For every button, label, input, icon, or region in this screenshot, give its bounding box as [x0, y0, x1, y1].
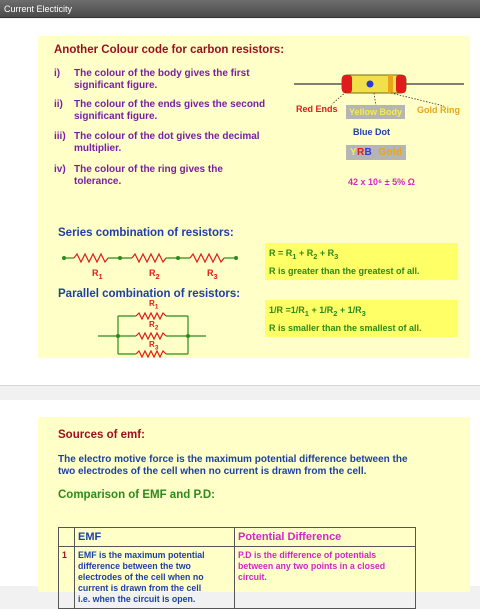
resistance-value: 42 x 10⁶ ± 5% Ω: [348, 177, 415, 187]
parallel-resistor-2: [136, 333, 166, 339]
parallel-circuit-diagram: [98, 304, 208, 360]
resistor-blue-dot: [367, 81, 374, 88]
series-note: R is greater than the greatest of all.: [269, 265, 420, 276]
code-gold: Gold: [378, 147, 403, 158]
parallel-resistor-1: [136, 313, 166, 319]
parallel-label-r3: $R_3$: [149, 340, 159, 352]
series-resistor-3: [190, 254, 224, 262]
list-item-text: significant figure.: [74, 111, 158, 122]
app-title: Current Electicity: [4, 4, 73, 14]
parallel-formula-box: [265, 300, 458, 337]
table-cell-number: 1: [59, 547, 75, 609]
colour-code-box: [346, 145, 406, 160]
table-header-pd: Potential Difference: [235, 528, 416, 547]
series-resistor-2: [132, 254, 166, 262]
table-cell-pd: P.D is the difference of potentials between any two points in a closed circuit.: [235, 547, 416, 609]
list-item-text: The colour of the ring gives the: [74, 164, 223, 175]
series-label-r3: $R_3$: [207, 268, 218, 281]
table-header-row: [59, 528, 416, 547]
resistor-red-end-right: [396, 75, 406, 93]
list-item: [54, 131, 294, 155]
parallel-note: R is smaller than the smallest of all.: [269, 322, 422, 333]
series-node: [176, 256, 180, 260]
colour-code-heading: Another Colour code for carbon resistors:: [54, 44, 285, 56]
series-terminal-left: [62, 256, 66, 260]
list-item-number: iv): [54, 164, 66, 175]
slide-1-panel: [38, 36, 470, 358]
resistor-gold-ring: [388, 75, 393, 93]
list-item-text: The colour of the dot gives the decimal: [74, 131, 260, 142]
table-cell-emf: EMF is the maximum potential difference between the two electrodes of the cell when no current is drawn from the cell i.e. when the circuit is open.: [75, 547, 235, 609]
parallel-resistor-3: [136, 351, 166, 357]
list-item-text: The colour of the body gives the first: [74, 68, 250, 79]
red-ends-label: Red Ends: [296, 104, 338, 114]
list-item-text: multiplier.: [74, 143, 122, 154]
gold-ring-label: Gold Ring: [417, 105, 460, 115]
list-item-number: ii): [54, 99, 63, 110]
list-item-text: tolerance.: [74, 176, 122, 187]
series-resistor-1: [74, 254, 108, 262]
slide-2: [0, 400, 480, 604]
parallel-label-r2: $R_2$: [149, 320, 159, 332]
list-item: [54, 164, 294, 188]
series-terminal-right: [234, 256, 238, 260]
series-circuit-diagram: [60, 250, 242, 266]
series-heading: Series combination of resistors:: [58, 227, 234, 239]
emf-definition-line: The electro motive force is the maximum potential difference between the: [58, 454, 408, 465]
table-header-emf: EMF: [75, 528, 235, 547]
yellow-body-label: Yellow Body: [346, 105, 405, 119]
series-node: [118, 256, 122, 260]
list-item-text: significant figure.: [74, 80, 158, 91]
series-label-r2: $R_2$: [149, 268, 160, 281]
table-row: [59, 547, 416, 609]
list-item: [54, 99, 294, 123]
title-bar: [0, 0, 480, 18]
series-formula-box: [265, 243, 458, 280]
table-header-cell: [59, 528, 75, 547]
resistor-red-end-left: [342, 75, 352, 93]
list-item-number: iii): [54, 131, 66, 142]
list-item-number: i): [54, 68, 61, 79]
callout-line-ends: [332, 92, 346, 104]
sources-of-emf-heading: Sources of emf:: [58, 429, 145, 441]
slide-2-panel: [38, 417, 470, 604]
list-item: [54, 68, 294, 92]
code-r: R: [356, 147, 365, 158]
code-b: B: [364, 147, 373, 158]
parallel-formula: $1/R =1/R_1 + 1/R_2 + 1/R_3$: [269, 305, 366, 318]
emf-definition: [58, 454, 468, 478]
parallel-label-r1: $R_1$: [149, 299, 159, 311]
list-item-text: The colour of the ends gives the second: [74, 99, 266, 110]
series-label-r1: $R_1$: [92, 268, 103, 281]
blue-dot-label: Blue Dot: [353, 127, 390, 137]
comparison-heading: Comparison of EMF and P.D:: [58, 489, 215, 501]
slide-1: [0, 19, 480, 386]
parallel-heading: Parallel combination of resistors:: [58, 288, 241, 300]
emf-definition-line: two electrodes of the cell when no current is drawn from the cell.: [58, 466, 367, 477]
series-formula: $R = R_1 + R_2 + R_3$: [269, 248, 339, 261]
emf-pd-comparison-table: [58, 527, 416, 609]
code-y: Y: [350, 147, 357, 158]
